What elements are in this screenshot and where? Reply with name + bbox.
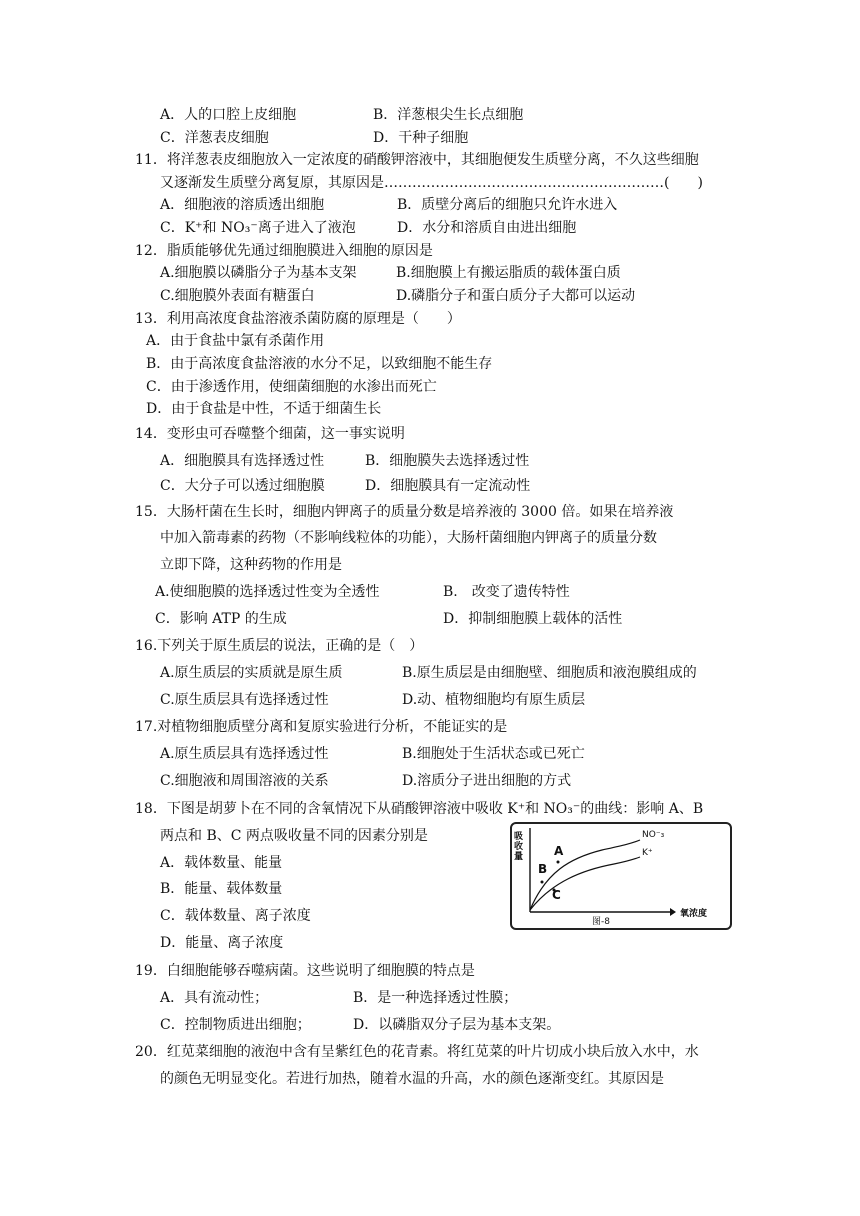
text-line-q14A: A．细胞膜具有选择透过性: [160, 453, 325, 469]
text-line-q12: 12．脂质能够优先通过细胞膜进入细胞的原因是: [135, 243, 433, 259]
text-line-q18b: 两点和 B、C 两点吸收量不同的因素分别是: [160, 828, 428, 844]
text-line-q17B: B.细胞处于生活状态或已死亡: [402, 746, 585, 762]
text-line-q15C: C．影响 ATP 的生成: [155, 611, 287, 627]
legend-k: K⁺: [642, 848, 653, 858]
text-line-q12D: D.磷脂分子和蛋白质分子大都可以运动: [396, 288, 636, 304]
text-line-q11b: 又逐渐发生质壁分离复原，其原因是……………………………………………………( ): [160, 175, 703, 191]
text-line-q12A: A.细胞膜以磷脂分子为基本支架: [160, 265, 357, 281]
legend-no3: NO⁻₃: [642, 830, 665, 840]
point-c-label: C: [552, 888, 561, 902]
text-line-q16A: A.原生质层的实质就是原生质: [160, 665, 343, 681]
text-line-q15B: B. 改变了遗传特性: [443, 584, 570, 600]
text-line-q11A: A．细胞液的溶质透出细胞: [160, 197, 325, 213]
text-line-q14C: C．大分子可以透过细胞膜: [160, 478, 325, 494]
text-line-q13C: C．由于渗透作用，使细菌细胞的水渗出而死亡: [146, 379, 437, 395]
text-line-q18C: C．载体数量、离子浓度: [160, 908, 311, 924]
text-line-q11C: C．K⁺和 NO₃⁻离子进入了液泡: [160, 220, 356, 236]
text-line-q15: 15．大肠杆菌在生长时，细胞内钾离子的质量分数是培养液的 3000 倍。如果在培养液: [135, 504, 674, 520]
text-line-q15b: 中加入箭毒素的药物（不影响线粒体的功能），大肠杆菌细胞内钾离子的质量分数: [160, 530, 657, 546]
text-line-q19D: D．以磷脂双分子层为基本支架。: [353, 1017, 561, 1033]
text-line-q20b: 的颜色无明显变化。若进行加热，随着水温的升高，水的颜色逐渐变红。其原因是: [160, 1071, 664, 1087]
text-line-q11: 11．将洋葱表皮细胞放入一定浓度的硝酸钾溶液中，其细胞便发生质壁分离，不久这些细胞: [135, 152, 699, 168]
text-line-q19B: B．是一种选择透过性膜；: [353, 990, 518, 1006]
text-line-q18: 18．下图是胡萝卜在不同的含氧情况下从硝酸钾溶液中吸收 K⁺和 NO₃⁻的曲线：影响 A、B: [135, 801, 704, 817]
text-line-q13B: B．由于高浓度食盐溶液的水分不足，以致细胞不能生存: [146, 356, 493, 372]
text-line-q14D: D．细胞膜具有一定流动性: [365, 478, 531, 494]
text-line-q16: 16.下列关于原生质层的说法，正确的是（ ）: [135, 638, 424, 654]
text-line-q19C: C．控制物质进出细胞；: [160, 1017, 311, 1033]
text-line-q15c: 立即下降，这种药物的作用是: [160, 557, 342, 573]
text-line-q18A: A．载体数量、能量: [160, 855, 283, 871]
text-line-q15A: A.使细胞膜的选择透过性变为全透性: [155, 584, 380, 600]
point-b-label: B: [538, 862, 548, 876]
text-line-q20: 20．红苋菜细胞的液泡中含有呈紫红色的花青素。将红苋菜的叶片切成小块后放入水中，水: [135, 1044, 699, 1060]
figure-caption: 图-8: [592, 917, 610, 927]
text-line-q13A: A．由于食盐中氯有杀菌作用: [146, 333, 325, 349]
point-b: [541, 881, 544, 884]
text-line-q10c: C．洋葱表皮细胞: [160, 130, 269, 146]
text-line-q19: 19．白细胞能够吞噬病菌。这些说明了细胞膜的特点是: [135, 963, 475, 979]
x-axis-label: 氧浓度: [680, 909, 708, 919]
x-axis-arrow: [670, 908, 676, 916]
text-line-q10b: B．洋葱根尖生长点细胞: [373, 107, 524, 123]
point-a: [557, 861, 560, 864]
text-line-q14: 14．变形虫可吞噬整个细菌，这一事实说明: [135, 426, 405, 442]
absorption-curve-figure: [510, 822, 732, 930]
text-line-q17C: C.细胞液和周围溶液的关系: [160, 773, 329, 789]
text-line-q13: 13．利用高浓度食盐溶液杀菌防腐的原理是（ ）: [135, 311, 461, 327]
text-line-q15D: D．抑制细胞膜上载体的活性: [443, 611, 623, 627]
text-line-q17D: D.溶质分子进出细胞的方式: [402, 773, 572, 789]
text-line-q14B: B．细胞膜失去选择透过性: [365, 453, 530, 469]
text-line-q10a: A．人的口腔上皮细胞: [160, 107, 297, 123]
text-line-q18B: B．能量、载体数量: [160, 881, 283, 897]
point-a-label: A: [554, 844, 564, 858]
text-line-q13D: D．由于食盐是中性，不适于细菌生长: [146, 401, 382, 417]
text-line-q17: 17.对植物细胞质壁分离和复原实验进行分析，不能证实的是: [135, 719, 508, 735]
text-line-q18D: D．能量、离子浓度: [160, 935, 284, 951]
text-line-q17A: A.原生质层具有选择透过性: [160, 746, 329, 762]
text-line-q16D: D.动、植物细胞均有原生质层: [402, 692, 586, 708]
text-line-q16C: C.原生质层具有选择透过性: [160, 692, 329, 708]
y-axis-label: 吸收量: [514, 832, 524, 862]
text-line-q11D: D．水分和溶质自由进出细胞: [397, 220, 577, 236]
text-line-q16B: B.原生质层是由细胞壁、细胞质和液泡膜组成的: [402, 665, 697, 681]
text-line-q12B: B.细胞膜上有搬运脂质的载体蛋白质: [396, 265, 621, 281]
text-line-q11B: B．质壁分离后的细胞只允许水进入: [397, 197, 618, 213]
text-line-q10d: D．干种子细胞: [373, 130, 469, 146]
text-line-q12C: C.细胞膜外表面有糖蛋白: [160, 288, 315, 304]
text-line-q19A: A．具有流动性；: [160, 990, 269, 1006]
